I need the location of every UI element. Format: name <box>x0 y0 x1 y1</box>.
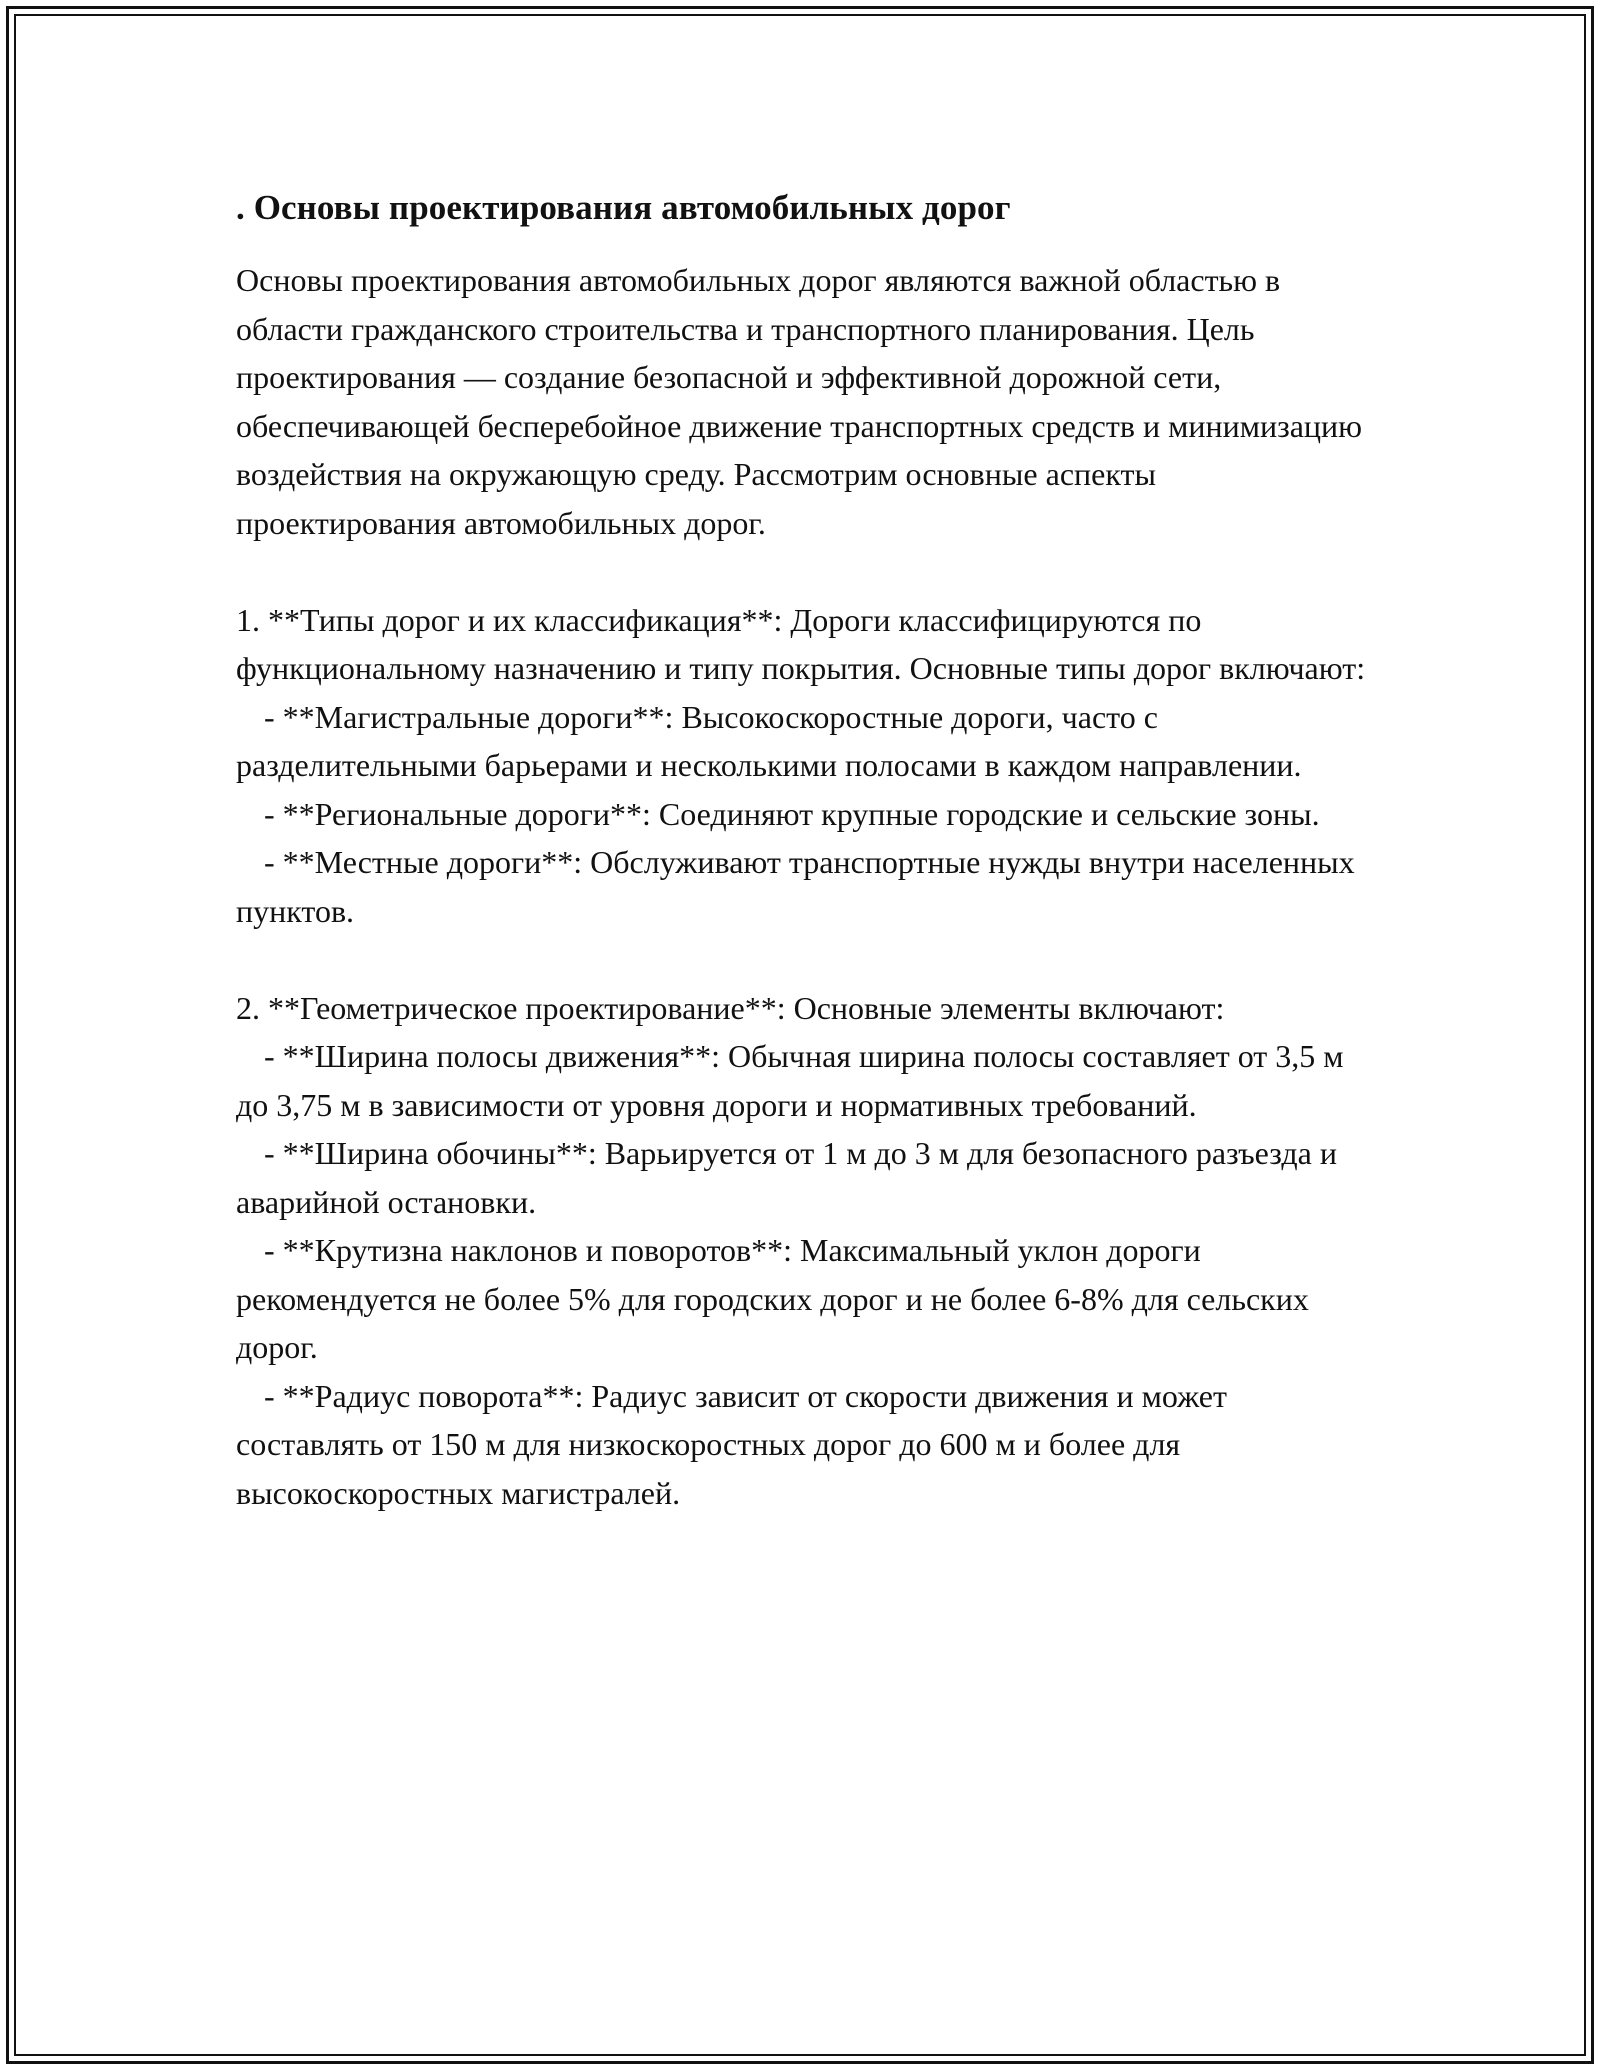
list-item <box>236 1129 1366 1226</box>
list-item-text: - **Радиус поворота**: Радиус зависит от скорости движения и может составлять от 150 м для низкоскоростных дорог до 600 м и более для высокоскоростных магистралей. <box>236 1377 1227 1511</box>
paragraph-spacer <box>236 935 1366 984</box>
document-page <box>236 186 1366 1517</box>
intro-paragraph: Основы проектирования автомобильных дорог являются важной областью в области гражданского строительства и транспортного планирования. Цель проектирования — создание безопасной и эффективной дорожной сети, обеспечивающей бесперебойное движение транспортных средств и минимизацию воздействия на окружающую среду. Рассмотрим основные аспекты проектирования автомобильных дорог. <box>236 262 1363 541</box>
list-item <box>236 1032 1366 1129</box>
list-item-text: - **Крутизна наклонов и поворотов**: Максимальный уклон дороги рекомендуется не более 5% для городских дорог и не более 6-8% для сельских дорог. <box>236 1232 1309 1365</box>
section-geometric-design <box>236 984 1366 1518</box>
section-road-types <box>236 596 1366 936</box>
list-item <box>236 1372 1366 1518</box>
list-item-text: - **Местные дороги**: Обслуживают транспортные нужды внутри населенных пунктов. <box>236 844 1355 929</box>
list-item-text: - **Ширина обочины**: Варьируется от 1 м до 3 м для безопасного разъезда и аварийной остановки. <box>236 1135 1337 1220</box>
list-item <box>236 838 1366 935</box>
list-item <box>236 1226 1366 1372</box>
list-item-text: - **Ширина полосы движения**: Обычная ширина полосы составляет от 3,5 м до 3,75 м в зависимости от уровня дороги и нормативных требований. <box>236 1038 1344 1123</box>
list-item <box>236 790 1366 839</box>
section-lead: 1. **Типы дорог и их классификация**: Дороги классифицируются по функциональному назначению и типу покрытия. Основные типы дорог включают: <box>236 601 1366 686</box>
list-item <box>236 693 1366 790</box>
list-item-text: - **Региональные дороги**: Соединяют крупные городские и сельские зоны. <box>264 795 1320 832</box>
list-item-text: - **Магистральные дороги**: Высокоскоростные дороги, часто с разделительными барьерами и несколькими полосами в каждом направлении. <box>236 698 1302 783</box>
document-title: . Основы проектирования автомобильных дорог <box>236 188 1011 227</box>
paragraph-spacer <box>236 547 1366 596</box>
section-lead: 2. **Геометрическое проектирование**: Основные элементы включают: <box>236 989 1225 1026</box>
